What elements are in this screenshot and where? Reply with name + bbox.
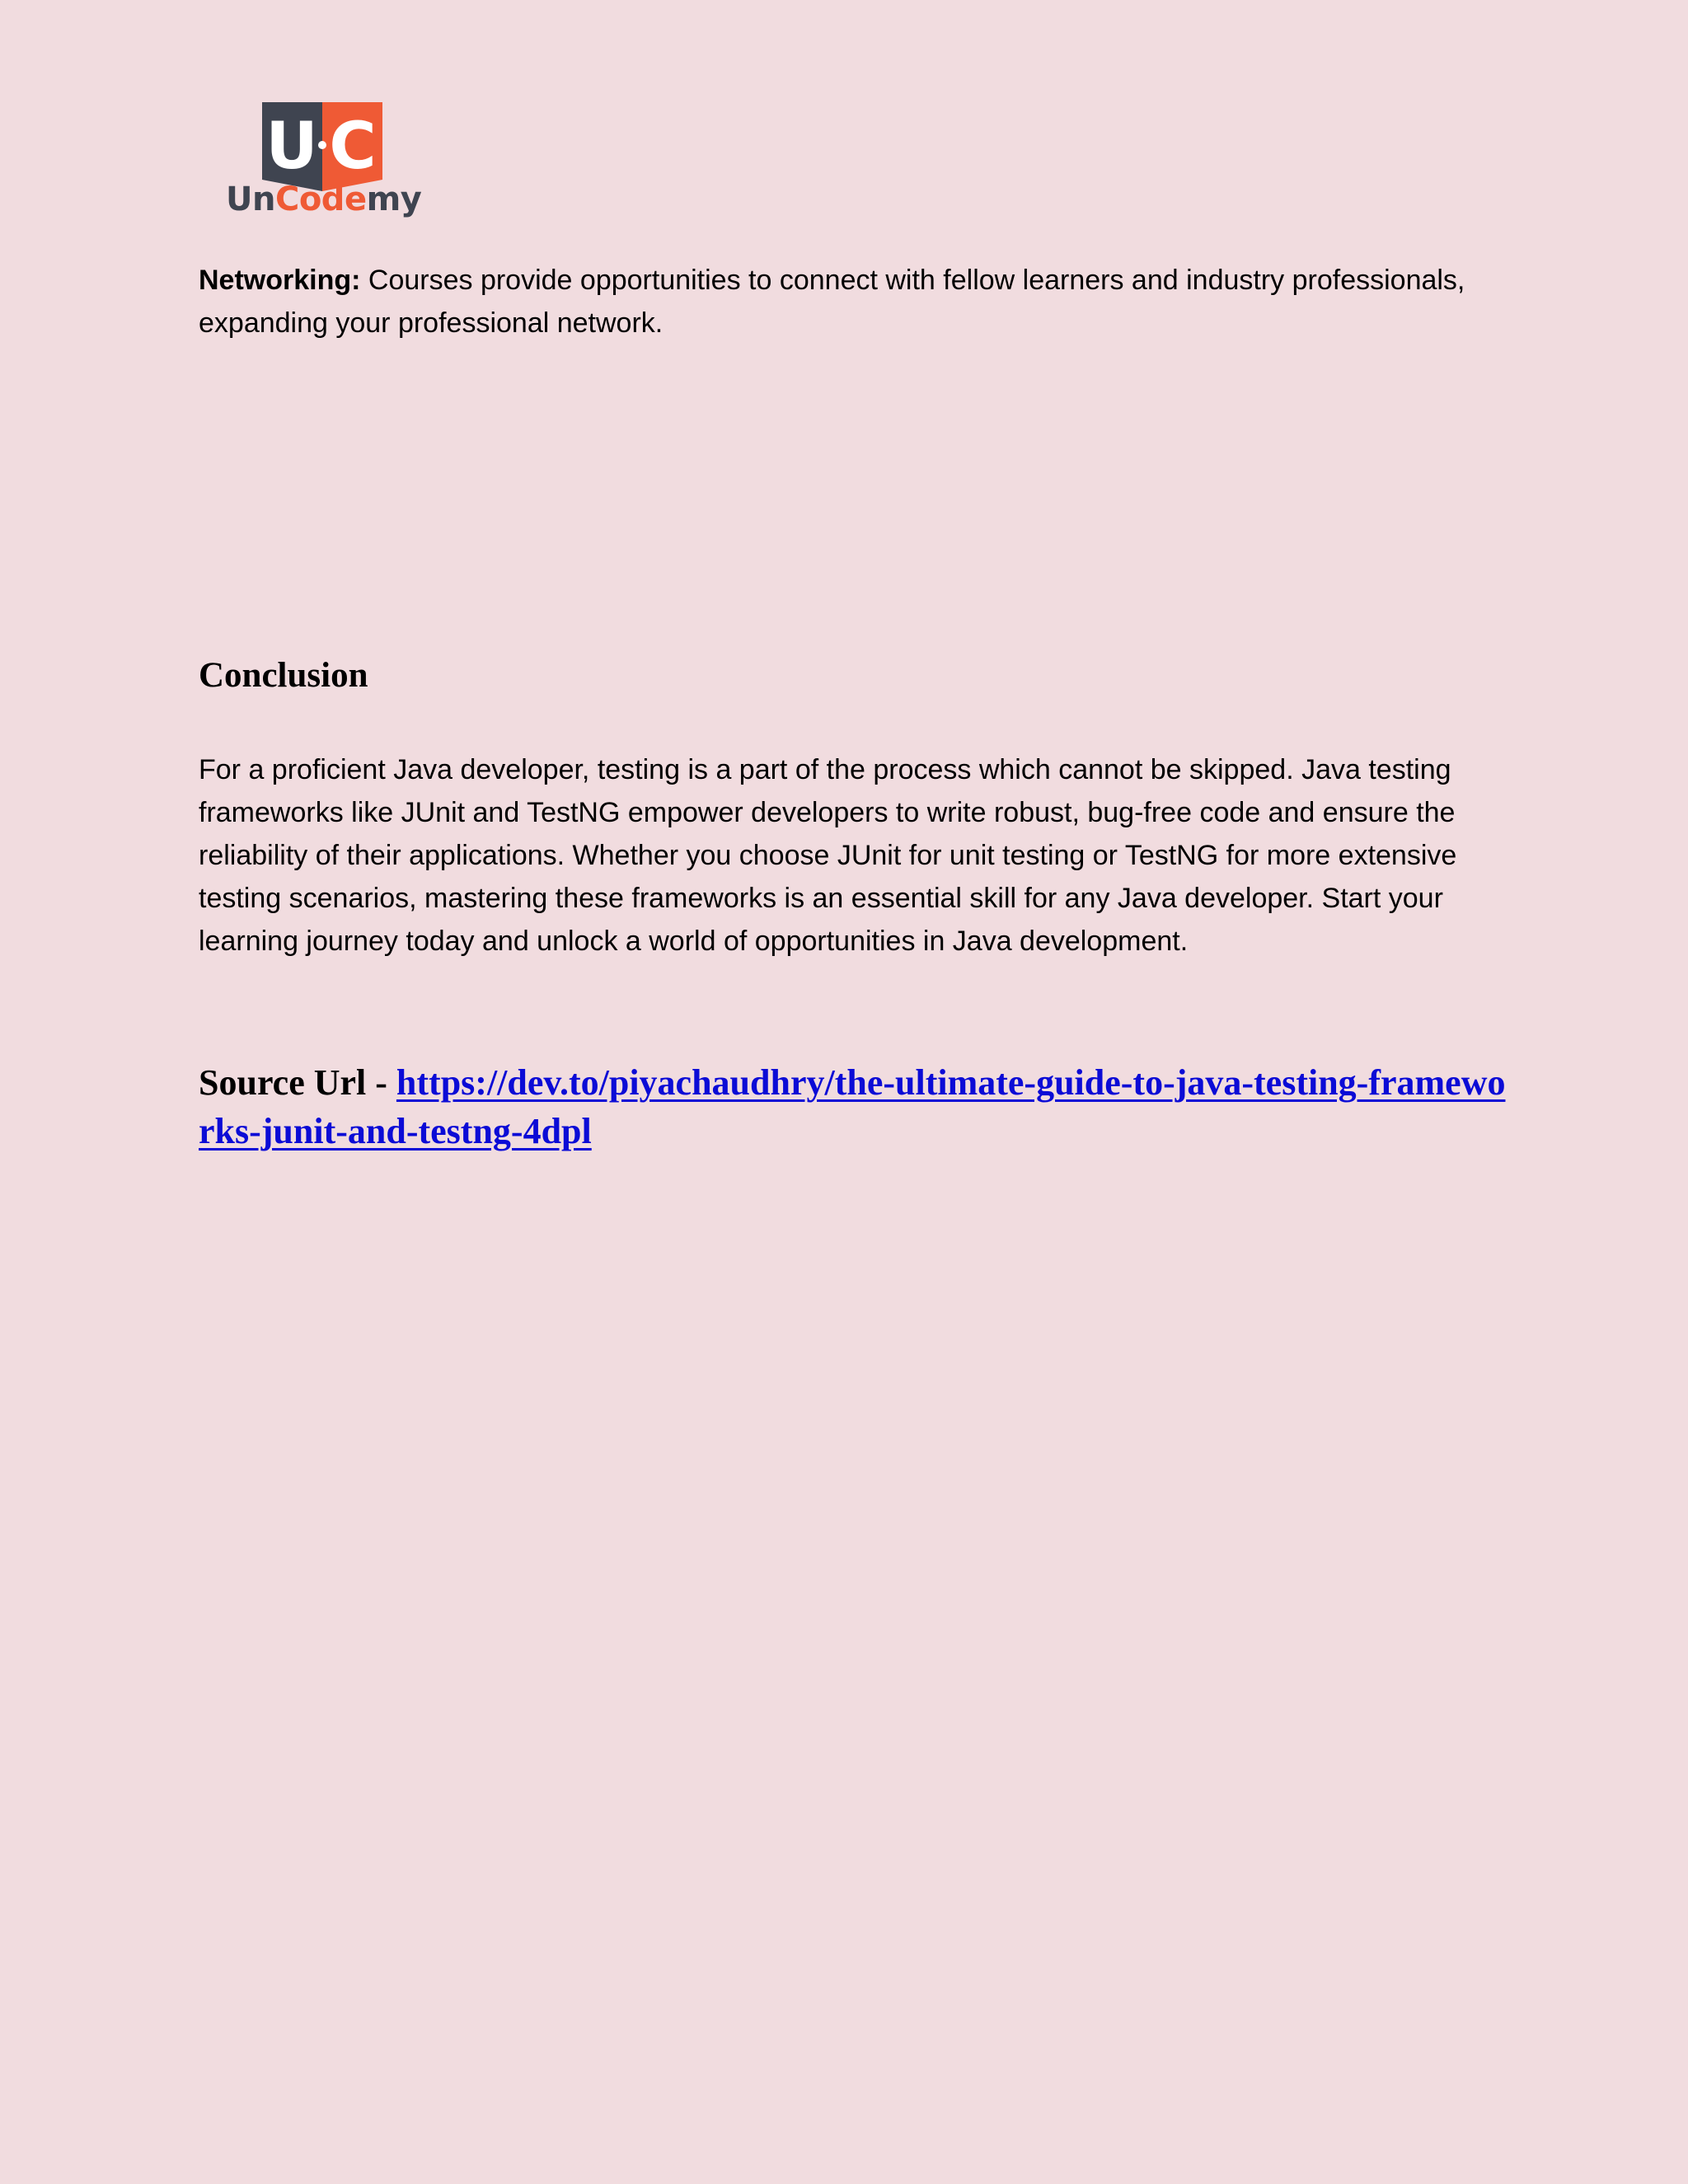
logo-wordmark	[226, 180, 422, 218]
logo-word-part1: Un	[226, 180, 275, 218]
conclusion-paragraph: For a proficient Java developer, testing is a part of the process which cannot be skipped. Java testing frameworks like JUnit and TestNG empower developers to write robust, bug-free code and ensure the reliability of their applications. Whether you choose JUnit for unit testing or TestNG for more extensive testing scenarios, mastering these frameworks is an essential skill for any Java developer. Start your learning journey today and unlock a world of opportunities in Java development.	[199, 754, 1457, 957]
uncodemy-logo	[223, 97, 422, 227]
logo-word-part2: Code	[274, 180, 367, 218]
conclusion-heading: Conclusion	[199, 656, 368, 695]
networking-paragraph	[199, 259, 1484, 344]
networking-lead: Networking:	[199, 265, 361, 296]
uncodemy-logo-mark-icon	[262, 102, 382, 191]
source-url-label: Source Url -	[199, 1062, 396, 1103]
networking-text: Courses provide opportunities to connect with fellow learners and industry professionals, expanding your professional network.	[199, 265, 1465, 339]
source-url-line	[199, 1058, 1517, 1155]
logo-mark-left-letter: U	[265, 110, 318, 184]
source-url-link[interactable]: https://dev.to/piyachaudhry/the-ultimate-guide-to-java-testing-frameworks-junit-and-testng-4dpl	[199, 1062, 1506, 1151]
logo-mark-right-letter: C	[329, 110, 377, 184]
logo-word-part3: my	[366, 180, 422, 218]
